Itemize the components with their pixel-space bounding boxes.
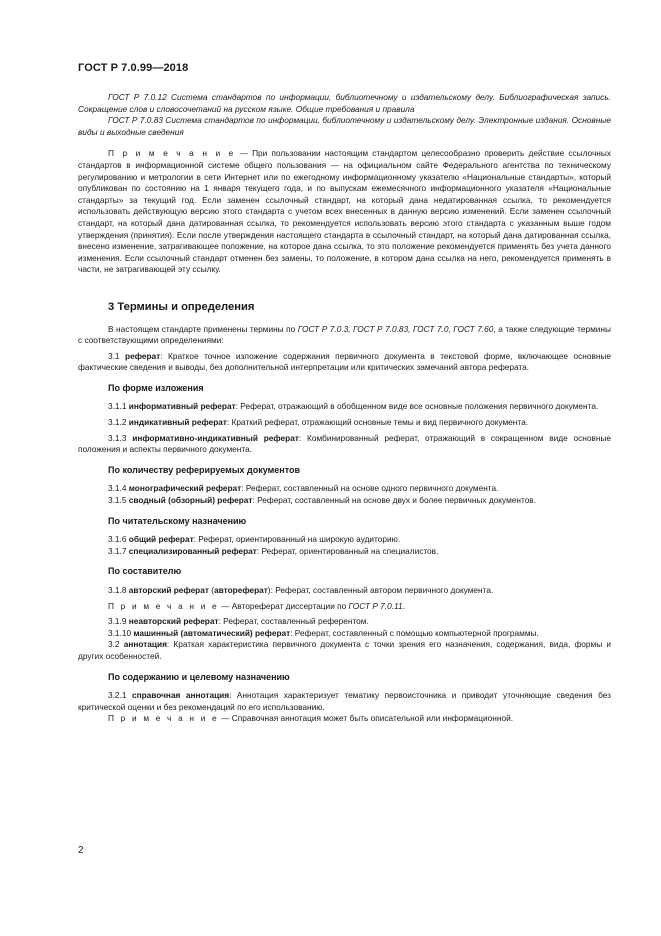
page-number: 2 bbox=[78, 845, 84, 856]
term-3-1-2: 3.1.2 индикативный реферат: Краткий реферат, отражающий основные темы и вид первичного документа. bbox=[108, 417, 528, 428]
term-3-1-10: 3.1.10 машинный (автоматический) реферат: Реферат, составленный с помощью компьютерной программы. bbox=[108, 627, 539, 638]
document-body bbox=[78, 92, 611, 725]
term-3-1-5: 3.1.5 сводный (обзорный) реферат: Реферат, составленный на основе двух и более первичных документов. bbox=[108, 495, 537, 506]
term-3-1-7: 3.1.7 специализированный реферат: Реферат, ориентированный на специалистов. bbox=[108, 545, 439, 556]
note-reference-annotation: П р и м е ч а н и е — Справочная аннотация может быть описательной или информационной. bbox=[108, 713, 514, 724]
note-autoreferat: П р и м е ч а н и е — Автореферат диссертации по ГОСТ Р 7.0.11. bbox=[108, 600, 405, 611]
subheading-form: По форме изложения bbox=[108, 382, 204, 393]
subheading-author: По составителю bbox=[108, 566, 182, 577]
subheading-reader: По читательскому назначению bbox=[108, 515, 247, 526]
term-3-1-3: 3.1.3 информативно-индикативный реферат: Комбинированный реферат, отражающий в сокращенном виде основные положения и аспекты первичного документа. bbox=[78, 432, 612, 455]
note-label: П р и м е ч а н и е bbox=[108, 148, 236, 159]
reference-gost-7-0-12: ГОСТ Р 7.0.12 Система стандартов по информации, библиотечному и издательскому делу. Библиографическая запись. Сокращение слов и словосочетаний на русском языке. Общие требования и правила bbox=[78, 92, 611, 114]
section-intro: В настоящем стандарте применены термины по ГОСТ Р 7.0.3, ГОСТ Р 7.0.83, ГОСТ 7.0, ГОСТ 7.60, а также следующие термины с соответствующими определениями: bbox=[78, 323, 611, 346]
note-text: — При пользовании настоящим стандартом целесообразно проверить действие ссылочных стандартов в информационной системе общего пользования — на официальном сайте Федерального агентства по техническому регулированию и метрологии в сети Интернет или по ежегодному информационному указателю «Национальные стандарты», который опубликован по состоянию на 1 января текущего года, и по выпускам ежемесячного информационного указателя «Национальные стандарты» за текущий год. Если заменен ссылочный стандарт, на который дана недатированная ссылка, то рекомендуется использовать действующую версию этого стандарта с учетом всех внесенных в данную версию изменений. Если заменен ссылочный стандарт, на который дана датированная ссылка, то рекомендуется использовать версию этого стандарта с указанным выше годом утверждения (принятия). Если после утверждения настоящего стандарта в ссылочный стандарт, на который дана датированная ссылка, внесено изменение, затрагивающее положение, на которое дана ссылка, то это положение рекомендуется применять без учета данного изменения. Если ссылочный стандарт отменен без замены, то положение, в котором дана ссылка на него, рекомендуется применять в части, не затрагивающей эту ссылку. bbox=[78, 148, 611, 275]
term-3-1-4: 3.1.4 монографический реферат: Реферат, составленный на основе одного первичного документа. bbox=[108, 483, 499, 494]
section-title: 3 Термины и определения bbox=[108, 300, 255, 313]
term-3-1-8: 3.1.8 авторский реферат (автореферат): Реферат, составленный автором первичного документа. bbox=[108, 585, 494, 595]
note-references bbox=[78, 148, 611, 276]
term-3-1-1: 3.1.1 информативный реферат: Реферат, отражающий в обобщенном виде все основные положения первичного документа. bbox=[108, 401, 599, 412]
document-header: ГОСТ Р 7.0.99—2018 bbox=[78, 62, 189, 74]
subheading-content: По содержанию и целевому назначению bbox=[108, 671, 290, 682]
term-3-1: 3.1 реферат: Краткое точное изложение содержания первичного документа в текстовой форме, включающее основные фактические сведения и выводы, без дополнительной интерпретации или критических замечаний автора реферата. bbox=[78, 350, 612, 373]
intro-standard-refs: ГОСТ Р 7.0.3, ГОСТ Р 7.0.83, ГОСТ 7.0, ГОСТ 7.60 bbox=[297, 323, 494, 334]
reference-gost-7-0-83: ГОСТ Р 7.0.83 Система стандартов по информации, библиотечному и издательскому делу. Электронные издания. Основные виды и выходные сведения bbox=[78, 115, 611, 137]
term-3-2: 3.2 аннотация: Краткая характеристика первичного документа с точки зрения его назначения, содержания, вида, формы и других особенностей. bbox=[78, 639, 611, 661]
term-3-2-1: 3.2.1 справочная аннотация: Аннотация характеризует тематику первоисточника и приводит уточняющие сведения без критической оценки и без рекомендаций по его использованию. bbox=[78, 690, 611, 712]
subheading-count: По количеству реферируемых документов bbox=[108, 464, 301, 475]
term-3-1-9: 3.1.9 неавторский реферат: Реферат, составленный референтом. bbox=[108, 616, 369, 627]
term-3-1-6: 3.1.6 общий реферат: Реферат, ориентированный на широкую аудиторию. bbox=[108, 534, 401, 545]
